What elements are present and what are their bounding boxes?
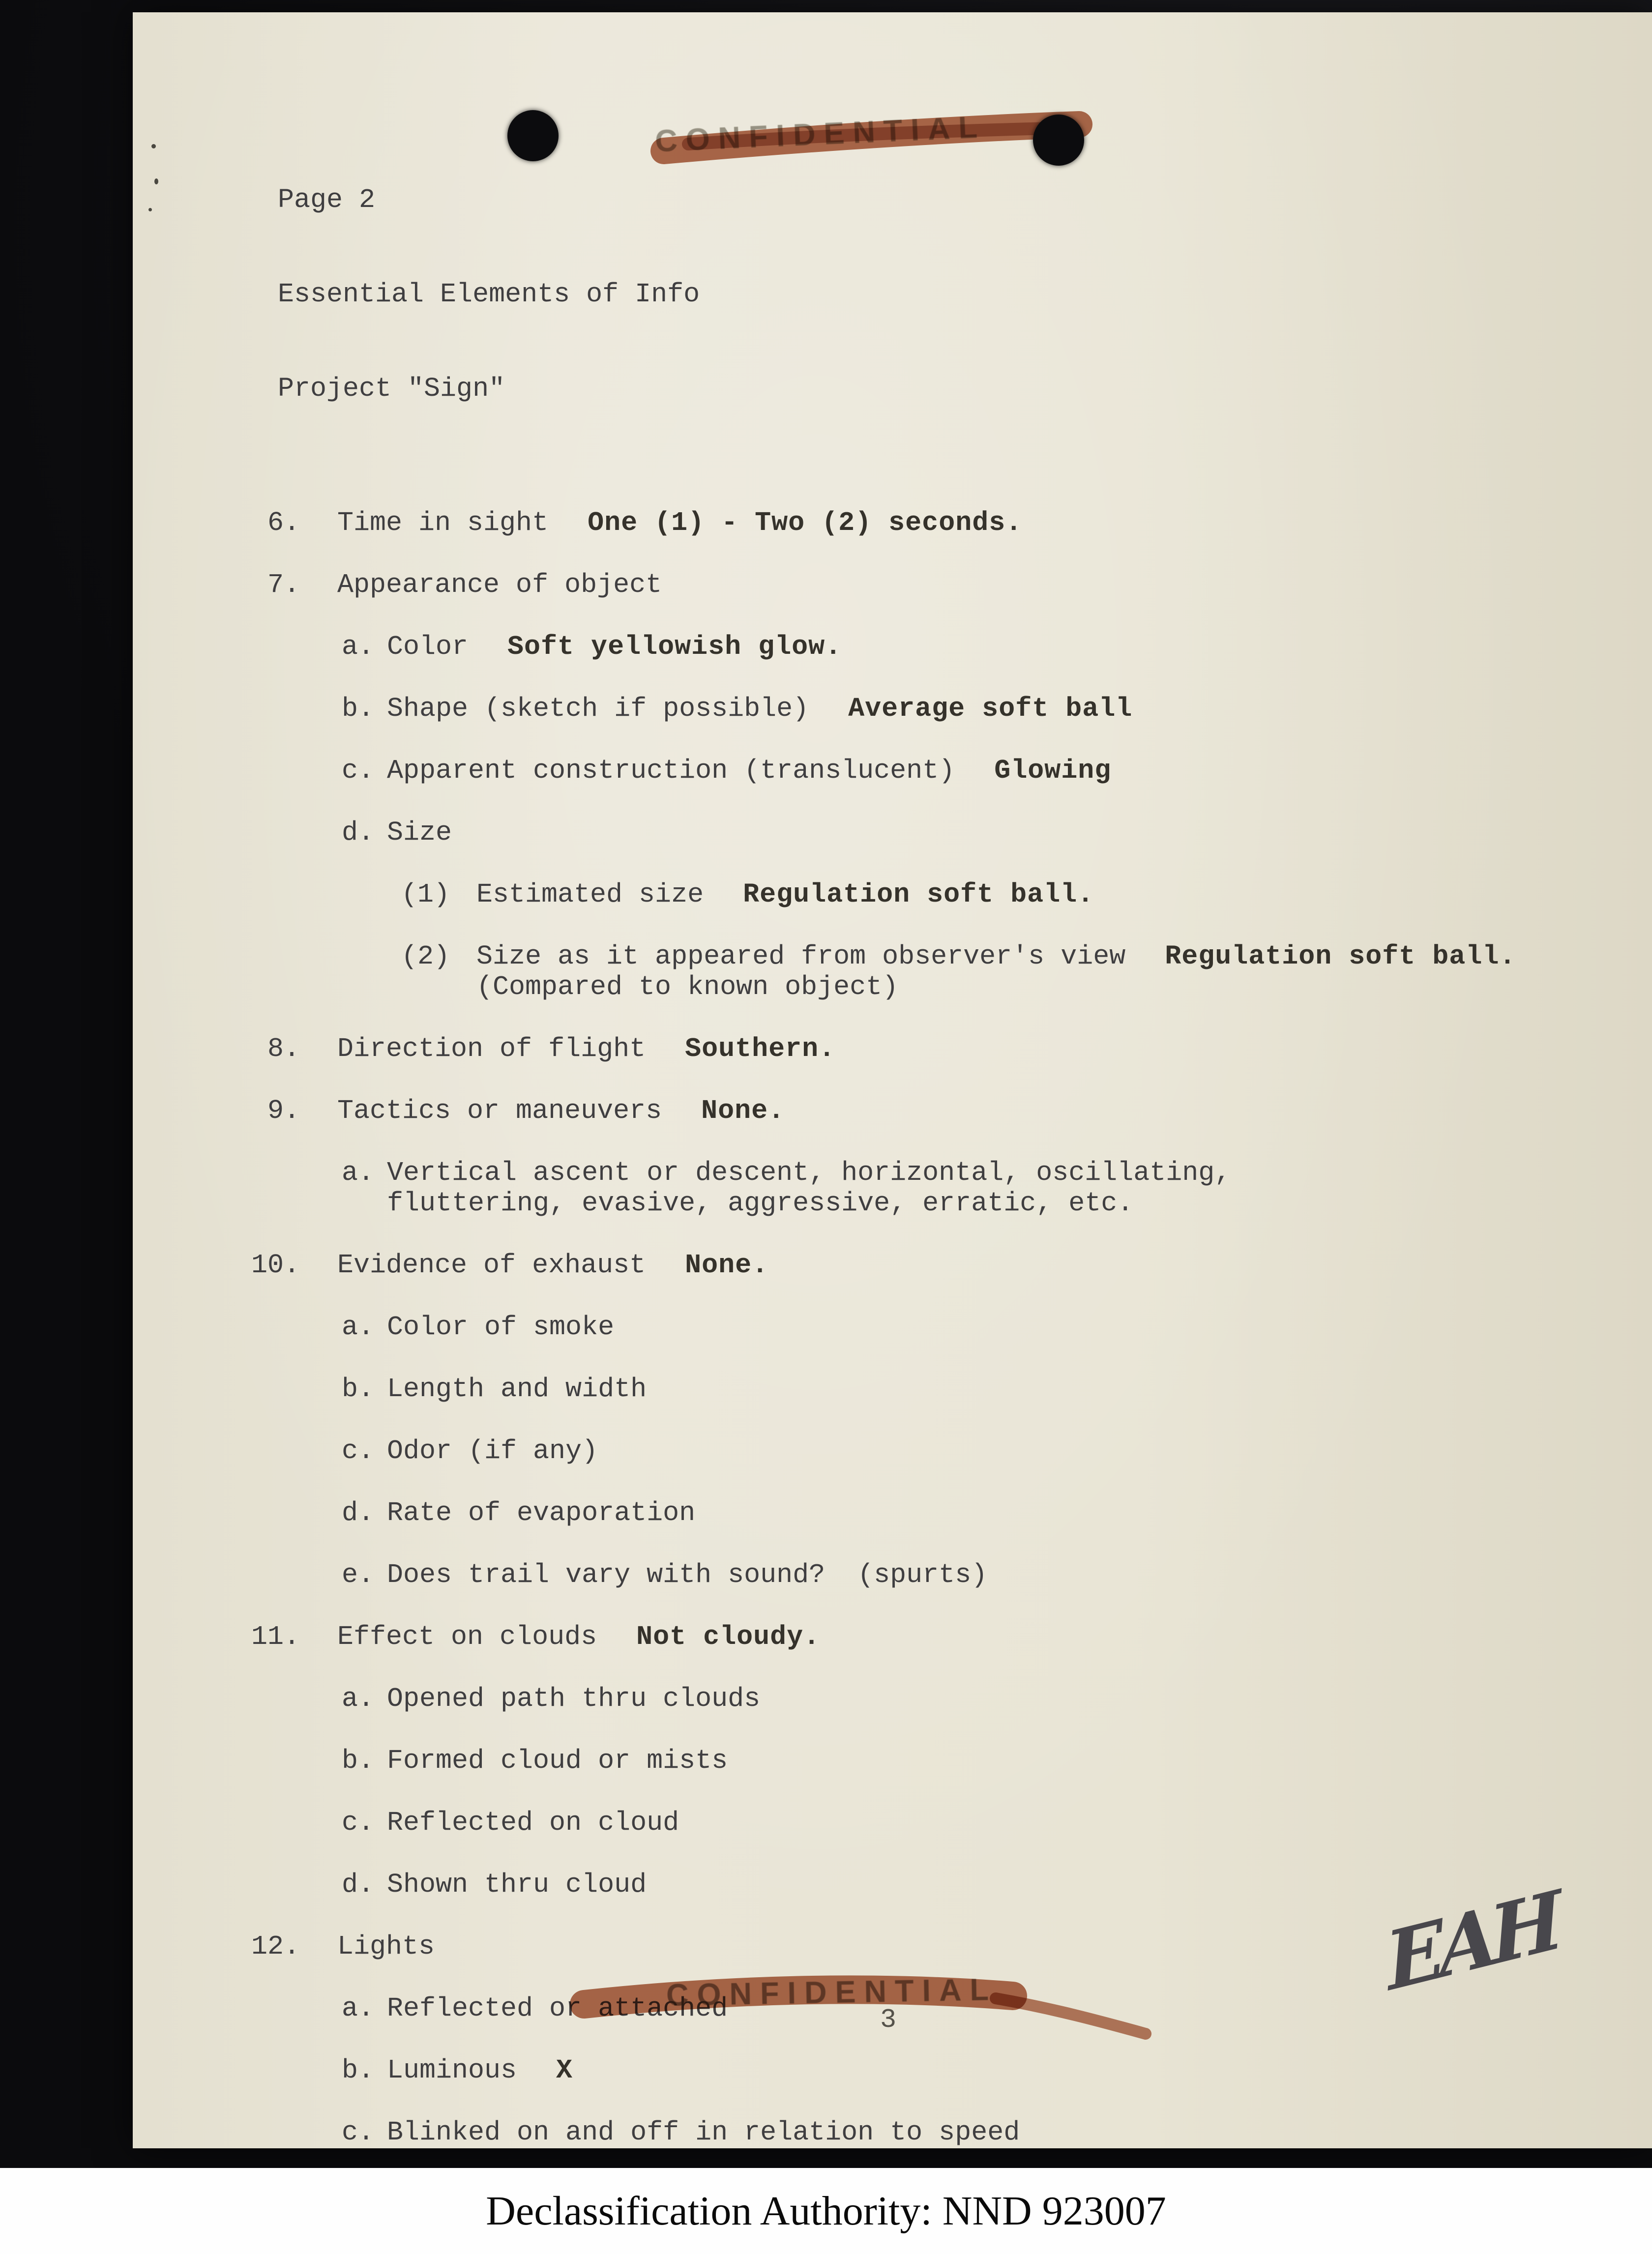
line-label	[387, 1746, 728, 1776]
line-marker: c.	[342, 1807, 375, 1838]
form-line	[133, 2055, 1652, 2086]
typed-answer: None.	[701, 1095, 785, 1126]
line-label	[387, 1436, 598, 1466]
line-marker: 10.	[251, 1250, 300, 1281]
header-title: Essential Elements of Info	[278, 279, 700, 310]
line-marker: 8.	[267, 1033, 300, 1064]
typed-answer: Not cloudy.	[636, 1621, 821, 1652]
line-marker: b.	[342, 2055, 375, 2086]
form-line	[133, 1158, 1652, 1219]
line-label-text: Lights	[337, 1931, 435, 1962]
page-content	[133, 12, 1652, 2148]
page-header	[278, 121, 1652, 468]
line-label	[337, 508, 548, 538]
form-line	[133, 694, 1652, 724]
line-label	[387, 1808, 679, 1838]
typed-answer: Glowing	[994, 755, 1112, 786]
line-label-text: Effect on clouds	[337, 1621, 597, 1652]
line-marker: d.	[342, 1869, 375, 1900]
form-line	[133, 941, 1652, 1002]
form-line	[133, 508, 1652, 538]
form-line	[133, 1250, 1652, 1281]
line-marker: 7.	[267, 569, 300, 600]
line-marker: a.	[342, 631, 375, 662]
form-line	[133, 1870, 1652, 1900]
line-label-text: Size	[387, 817, 452, 848]
scan-speck	[151, 144, 156, 148]
line-label	[387, 1684, 760, 1714]
form-line	[133, 879, 1652, 910]
form-line	[133, 1560, 1652, 1590]
line-label-text: Vertical ascent or descent, horizontal, oscillating,	[387, 1157, 1231, 1188]
hole-punch-left	[507, 110, 559, 161]
line-label-text: Reflected on cloud	[387, 1807, 679, 1838]
line-label	[476, 941, 1125, 1002]
line-label-text: Shown thru cloud	[387, 1869, 647, 1900]
header-project: Project "Sign"	[278, 373, 505, 404]
line-label-text: Opened path thru clouds	[387, 1683, 761, 1714]
line-marker: a.	[342, 1683, 375, 1714]
form-line	[133, 1436, 1652, 1466]
line-label-text: Blinked on and off in relation to speed	[387, 2117, 1020, 2148]
line-label	[387, 756, 955, 786]
line-marker: 11.	[251, 1621, 300, 1652]
bottom-page-number: 3	[880, 2004, 897, 2035]
line-marker: d.	[342, 817, 375, 848]
line-label-text: Rate of evaporation	[387, 1497, 696, 1528]
line-marker: a.	[342, 1157, 375, 1188]
line-label-text: Does trail vary with sound? (spurts)	[387, 1559, 988, 1590]
line-label-text: Color of smoke	[387, 1312, 615, 1343]
line-label	[387, 1560, 987, 1590]
line-label-text: Time in sight	[337, 507, 549, 538]
typed-answer: Soft yellowish glow.	[507, 631, 842, 662]
line-label-text: Length and width	[387, 1374, 647, 1405]
form-line	[133, 1498, 1652, 1528]
typed-answer: One (1) - Two (2) seconds.	[588, 507, 1023, 538]
declassification-text: Declassification Authority: NND 923007	[486, 2188, 1166, 2234]
line-label-text: Estimated size	[476, 879, 704, 910]
line-label-text: Apparent construction (translucent)	[387, 755, 955, 786]
line-label	[387, 1312, 614, 1343]
line-label	[387, 2117, 1020, 2148]
line-label-text: Luminous	[387, 2055, 517, 2086]
line-label-text: Shape (sketch if possible)	[387, 693, 809, 724]
line-label-text: Tactics or maneuvers	[337, 1095, 662, 1126]
line-marker: (2)	[401, 941, 450, 972]
line-marker: 12.	[251, 1931, 300, 1962]
typed-answer: Regulation soft ball.	[1165, 941, 1516, 972]
line-marker: b.	[342, 1745, 375, 1776]
line-label-text: Color	[387, 631, 469, 662]
typed-answer: Average soft ball	[848, 693, 1133, 724]
form-line	[133, 1034, 1652, 1064]
confidential-stamp-bottom: CONFIDENTIAL	[666, 1972, 998, 2013]
declassification-footer	[0, 2168, 1652, 2254]
line-marker: b.	[342, 693, 375, 724]
line-label-text: Direction of flight	[337, 1033, 646, 1064]
typed-answer: Southern.	[685, 1033, 836, 1064]
line-label-text-wrapped: (Compared to known object)	[476, 971, 899, 1002]
signature: EAH	[1382, 1873, 1561, 2009]
form-line	[133, 1312, 1652, 1343]
typed-answer: X	[556, 2055, 573, 2086]
form-line	[133, 570, 1652, 600]
form-line	[133, 1374, 1652, 1405]
form-lines	[133, 508, 1652, 2148]
line-marker: a.	[342, 1312, 375, 1343]
line-label-text: Appearance of object	[337, 569, 662, 600]
line-label	[387, 632, 468, 662]
form-line	[133, 1808, 1652, 1838]
line-label	[387, 1870, 647, 1900]
form-line	[133, 756, 1652, 786]
document-page	[133, 12, 1652, 2148]
line-marker: c.	[342, 755, 375, 786]
line-marker: (1)	[401, 879, 450, 910]
line-label	[387, 694, 809, 724]
hole-punch-right	[1033, 115, 1084, 166]
line-marker: e.	[342, 1559, 375, 1590]
line-label	[337, 1622, 597, 1652]
form-line	[133, 1684, 1652, 1714]
line-marker: a.	[342, 1993, 375, 2024]
line-label-text: Evidence of exhaust	[337, 1250, 646, 1281]
form-line	[133, 1096, 1652, 1126]
line-marker: 6.	[267, 507, 300, 538]
confidential-stamp-top: CONFIDENTIAL	[654, 110, 987, 159]
line-label	[337, 1034, 646, 1064]
line-label	[337, 1096, 662, 1126]
line-label	[387, 818, 452, 848]
line-label-text: Formed cloud or mists	[387, 1745, 728, 1776]
line-label	[387, 2055, 517, 2086]
form-line	[133, 632, 1652, 662]
line-label-text-wrapped: fluttering, evasive, aggressive, erratic, etc.	[387, 1188, 1134, 1219]
form-line	[133, 2117, 1652, 2148]
header-page-label: Page 2	[278, 184, 376, 215]
scan-speck	[154, 178, 158, 184]
line-label	[387, 1374, 647, 1405]
form-line	[133, 1746, 1652, 1776]
line-label	[337, 570, 662, 600]
line-label-text: Odor (if any)	[387, 1435, 598, 1466]
line-label-text: Size as it appeared from observer's view	[476, 941, 1126, 972]
line-label	[337, 1932, 435, 1962]
line-label	[387, 1158, 1231, 1219]
form-line	[133, 1622, 1652, 1652]
line-label	[387, 1498, 695, 1528]
line-marker: 9.	[267, 1095, 300, 1126]
line-marker: d.	[342, 1497, 375, 1528]
scan-speck	[148, 208, 152, 211]
line-marker: c.	[342, 1435, 375, 1466]
typed-answer: Regulation soft ball.	[743, 879, 1094, 910]
form-line	[133, 818, 1652, 848]
line-marker: b.	[342, 1374, 375, 1405]
line-marker: c.	[342, 2117, 375, 2148]
line-label-text: Reflected or attached	[387, 1993, 728, 2024]
typed-answer: None.	[685, 1250, 769, 1281]
line-label	[337, 1250, 646, 1281]
line-label	[476, 879, 704, 910]
